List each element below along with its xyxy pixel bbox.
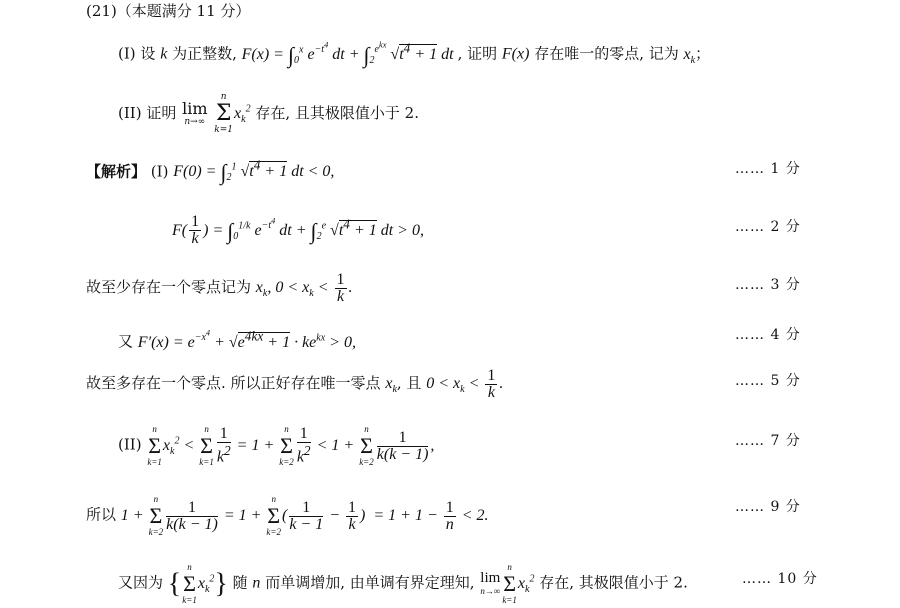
step10-sequence: { n Σ k=1 $x_k^2$} bbox=[167, 562, 228, 605]
solution-step5 bbox=[86, 368, 503, 401]
solution-step4 bbox=[118, 324, 356, 353]
solution-step2 bbox=[172, 212, 424, 247]
score-7: …… 7 分 bbox=[735, 433, 801, 449]
part1-function: $F(x) = \int_0^x$ $e^{-t^4}$ dt + $\int_2^{e^{kx}}$ $√t^4 + 1$ dt bbox=[241, 40, 458, 67]
step10-text-a: 又因为 bbox=[118, 573, 164, 592]
part1-text-b: , 证明 bbox=[457, 44, 498, 63]
step4-prefix: 又 bbox=[118, 332, 134, 351]
part1-label: (I) 设 bbox=[118, 44, 156, 63]
step5-text-b: , 且 bbox=[396, 374, 422, 393]
score-4: …… 4 分 bbox=[735, 327, 801, 343]
part1-end: ； bbox=[695, 44, 711, 63]
step10-text-d: 存在, 其极限值小于 2. bbox=[539, 573, 688, 592]
part2-term: $x_k^2$ bbox=[234, 103, 251, 126]
solution-step8 bbox=[86, 494, 489, 538]
step1-formula: $F(0) = \int_2^1$ $√t^4 + 1$ dt < 0, bbox=[173, 158, 335, 185]
step10-n: n bbox=[252, 574, 261, 592]
step10-limit: lim n→∞ n Σ k=1 $x_k^2$ bbox=[480, 562, 535, 605]
score-2: …… 2 分 bbox=[735, 219, 801, 235]
step5-formula: $0 < x_k$ < $\frac{1}{k}$ . bbox=[426, 367, 504, 401]
score-1: …… 1 分 bbox=[735, 161, 801, 177]
step2-formula: F( $\frac{1}{k}$ ) = $\int_0^{1/k}$ $e^{-t^4}$ dt + $\int_2^e$ $√t^4 + 1$ dt > 0, bbox=[172, 213, 424, 248]
score-10: …… 10 分 bbox=[742, 571, 818, 587]
part2-label: (II) 证明 bbox=[118, 104, 177, 122]
part1-text-a: 为正整数, bbox=[172, 44, 237, 63]
problem-part1 bbox=[118, 36, 710, 71]
step10-text-c: 而单调增加, 由单调有界定理知, bbox=[265, 573, 475, 592]
solution-label: 【解析】 bbox=[86, 162, 147, 181]
part2-sum: n Σ k=1 bbox=[214, 92, 234, 135]
problem-header: (21)（本题满分 11 分） bbox=[86, 2, 251, 20]
part1-fx: F(x) bbox=[501, 45, 530, 63]
score-5: …… 5 分 bbox=[735, 373, 801, 389]
step3-formula: $x_k$, $0 < x_k$ < $\frac{1}{k}$ . bbox=[255, 271, 353, 305]
step10-text-b: 随 bbox=[232, 573, 248, 592]
solution-step1 bbox=[86, 156, 334, 189]
solution-step10 bbox=[118, 562, 688, 606]
part1-text-c: 存在唯一的零点, 记为 bbox=[534, 44, 679, 63]
step6-formula: n Σ k=1 $x_k^2$ < n Σ k=1 $\frac{1}{k^2}$ = 1 + n Σ k=2 $\frac{1}{k^2}$ < 1 + n Σ k=2 $\frac{1}{k(k - 1)}$ , bbox=[147, 424, 435, 467]
problem-part2 bbox=[118, 92, 419, 136]
part2-lim-word: lim bbox=[182, 98, 208, 118]
step5-xk: $x_k$ bbox=[385, 375, 397, 396]
step5-text-a: 故至多存在一个零点. 所以正好存在唯一零点 bbox=[86, 374, 381, 393]
step1-prefix: (I) bbox=[150, 162, 169, 181]
solution-step6 bbox=[118, 424, 434, 468]
step8-prefix: 所以 bbox=[86, 505, 117, 524]
score-9: …… 9 分 bbox=[735, 499, 801, 515]
part2-text: 存在, 且其极限值小于 2. bbox=[255, 104, 419, 122]
solution-step3 bbox=[86, 272, 353, 305]
part2-lim: lim n→∞ bbox=[182, 98, 208, 127]
part1-xk-x: x bbox=[683, 45, 691, 63]
step8-formula: 1 + n Σ k=2 $\frac{1}{k(k - 1)}$ = 1 + n Σ k=2 ( $\frac{1}{k - 1}$ − $\frac{1}{k}$ ) = 1 + 1 − $\frac{1}{n}$ < 2. bbox=[120, 494, 489, 537]
part1-xk: $x_k$ bbox=[683, 45, 696, 66]
step6-prefix: (II) bbox=[118, 435, 142, 454]
score-3: …… 3 分 bbox=[735, 277, 801, 293]
step4-formula: $F'(x) = e^{-x^4} + √e^{4kx} + 1 \cdot ke^{kx} > 0$, bbox=[137, 328, 356, 351]
part1-k: k bbox=[160, 45, 168, 63]
step3-text: 故至少存在一个零点记为 bbox=[86, 278, 252, 297]
